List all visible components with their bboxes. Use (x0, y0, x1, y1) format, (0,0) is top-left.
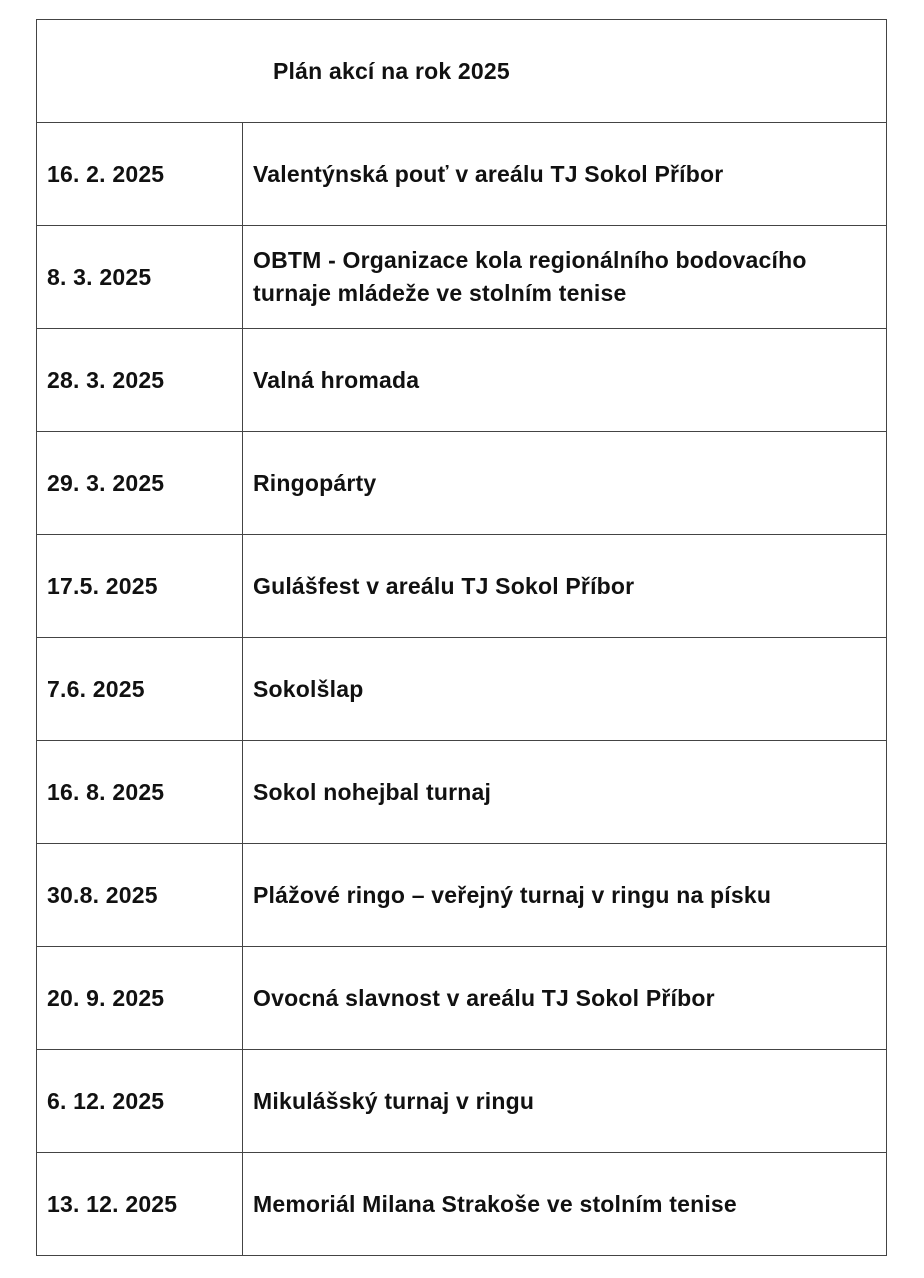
event-date: 13. 12. 2025 (37, 1153, 243, 1256)
event-name: Sokolšlap (243, 638, 887, 741)
table-row (37, 432, 887, 535)
event-date: 16. 8. 2025 (37, 741, 243, 844)
events-table (36, 19, 887, 1256)
page-title: Plán akcí na rok 2025 (37, 20, 887, 123)
event-date: 28. 3. 2025 (37, 329, 243, 432)
event-name: Ovocná slavnost v areálu TJ Sokol Příbor (243, 947, 887, 1050)
event-name: Valentýnská pouť v areálu TJ Sokol Příbor (243, 123, 887, 226)
event-name: Sokol nohejbal turnaj (243, 741, 887, 844)
event-date: 8. 3. 2025 (37, 226, 243, 329)
table-row (37, 1050, 887, 1153)
table-row (37, 844, 887, 947)
event-date: 7.6. 2025 (37, 638, 243, 741)
table-row (37, 638, 887, 741)
title-row (37, 20, 887, 123)
event-name: Valná hromada (243, 329, 887, 432)
event-date: 17.5. 2025 (37, 535, 243, 638)
table-row (37, 535, 887, 638)
event-name: Ringopárty (243, 432, 887, 535)
table-row (37, 329, 887, 432)
table-row (37, 741, 887, 844)
event-date: 29. 3. 2025 (37, 432, 243, 535)
event-name: Gulášfest v areálu TJ Sokol Příbor (243, 535, 887, 638)
event-date: 16. 2. 2025 (37, 123, 243, 226)
table-row (37, 947, 887, 1050)
table-row (37, 123, 887, 226)
event-name: Mikulášský turnaj v ringu (243, 1050, 887, 1153)
event-date: 6. 12. 2025 (37, 1050, 243, 1153)
table-row (37, 1153, 887, 1256)
event-date: 20. 9. 2025 (37, 947, 243, 1050)
table-row (37, 226, 887, 329)
event-name: OBTM - Organizace kola regionálního bodovacího turnaje mládeže ve stolním tenise (243, 226, 887, 329)
event-date: 30.8. 2025 (37, 844, 243, 947)
event-name: Plážové ringo – veřejný turnaj v ringu na písku (243, 844, 887, 947)
event-name: Memoriál Milana Strakoše ve stolním tenise (243, 1153, 887, 1256)
